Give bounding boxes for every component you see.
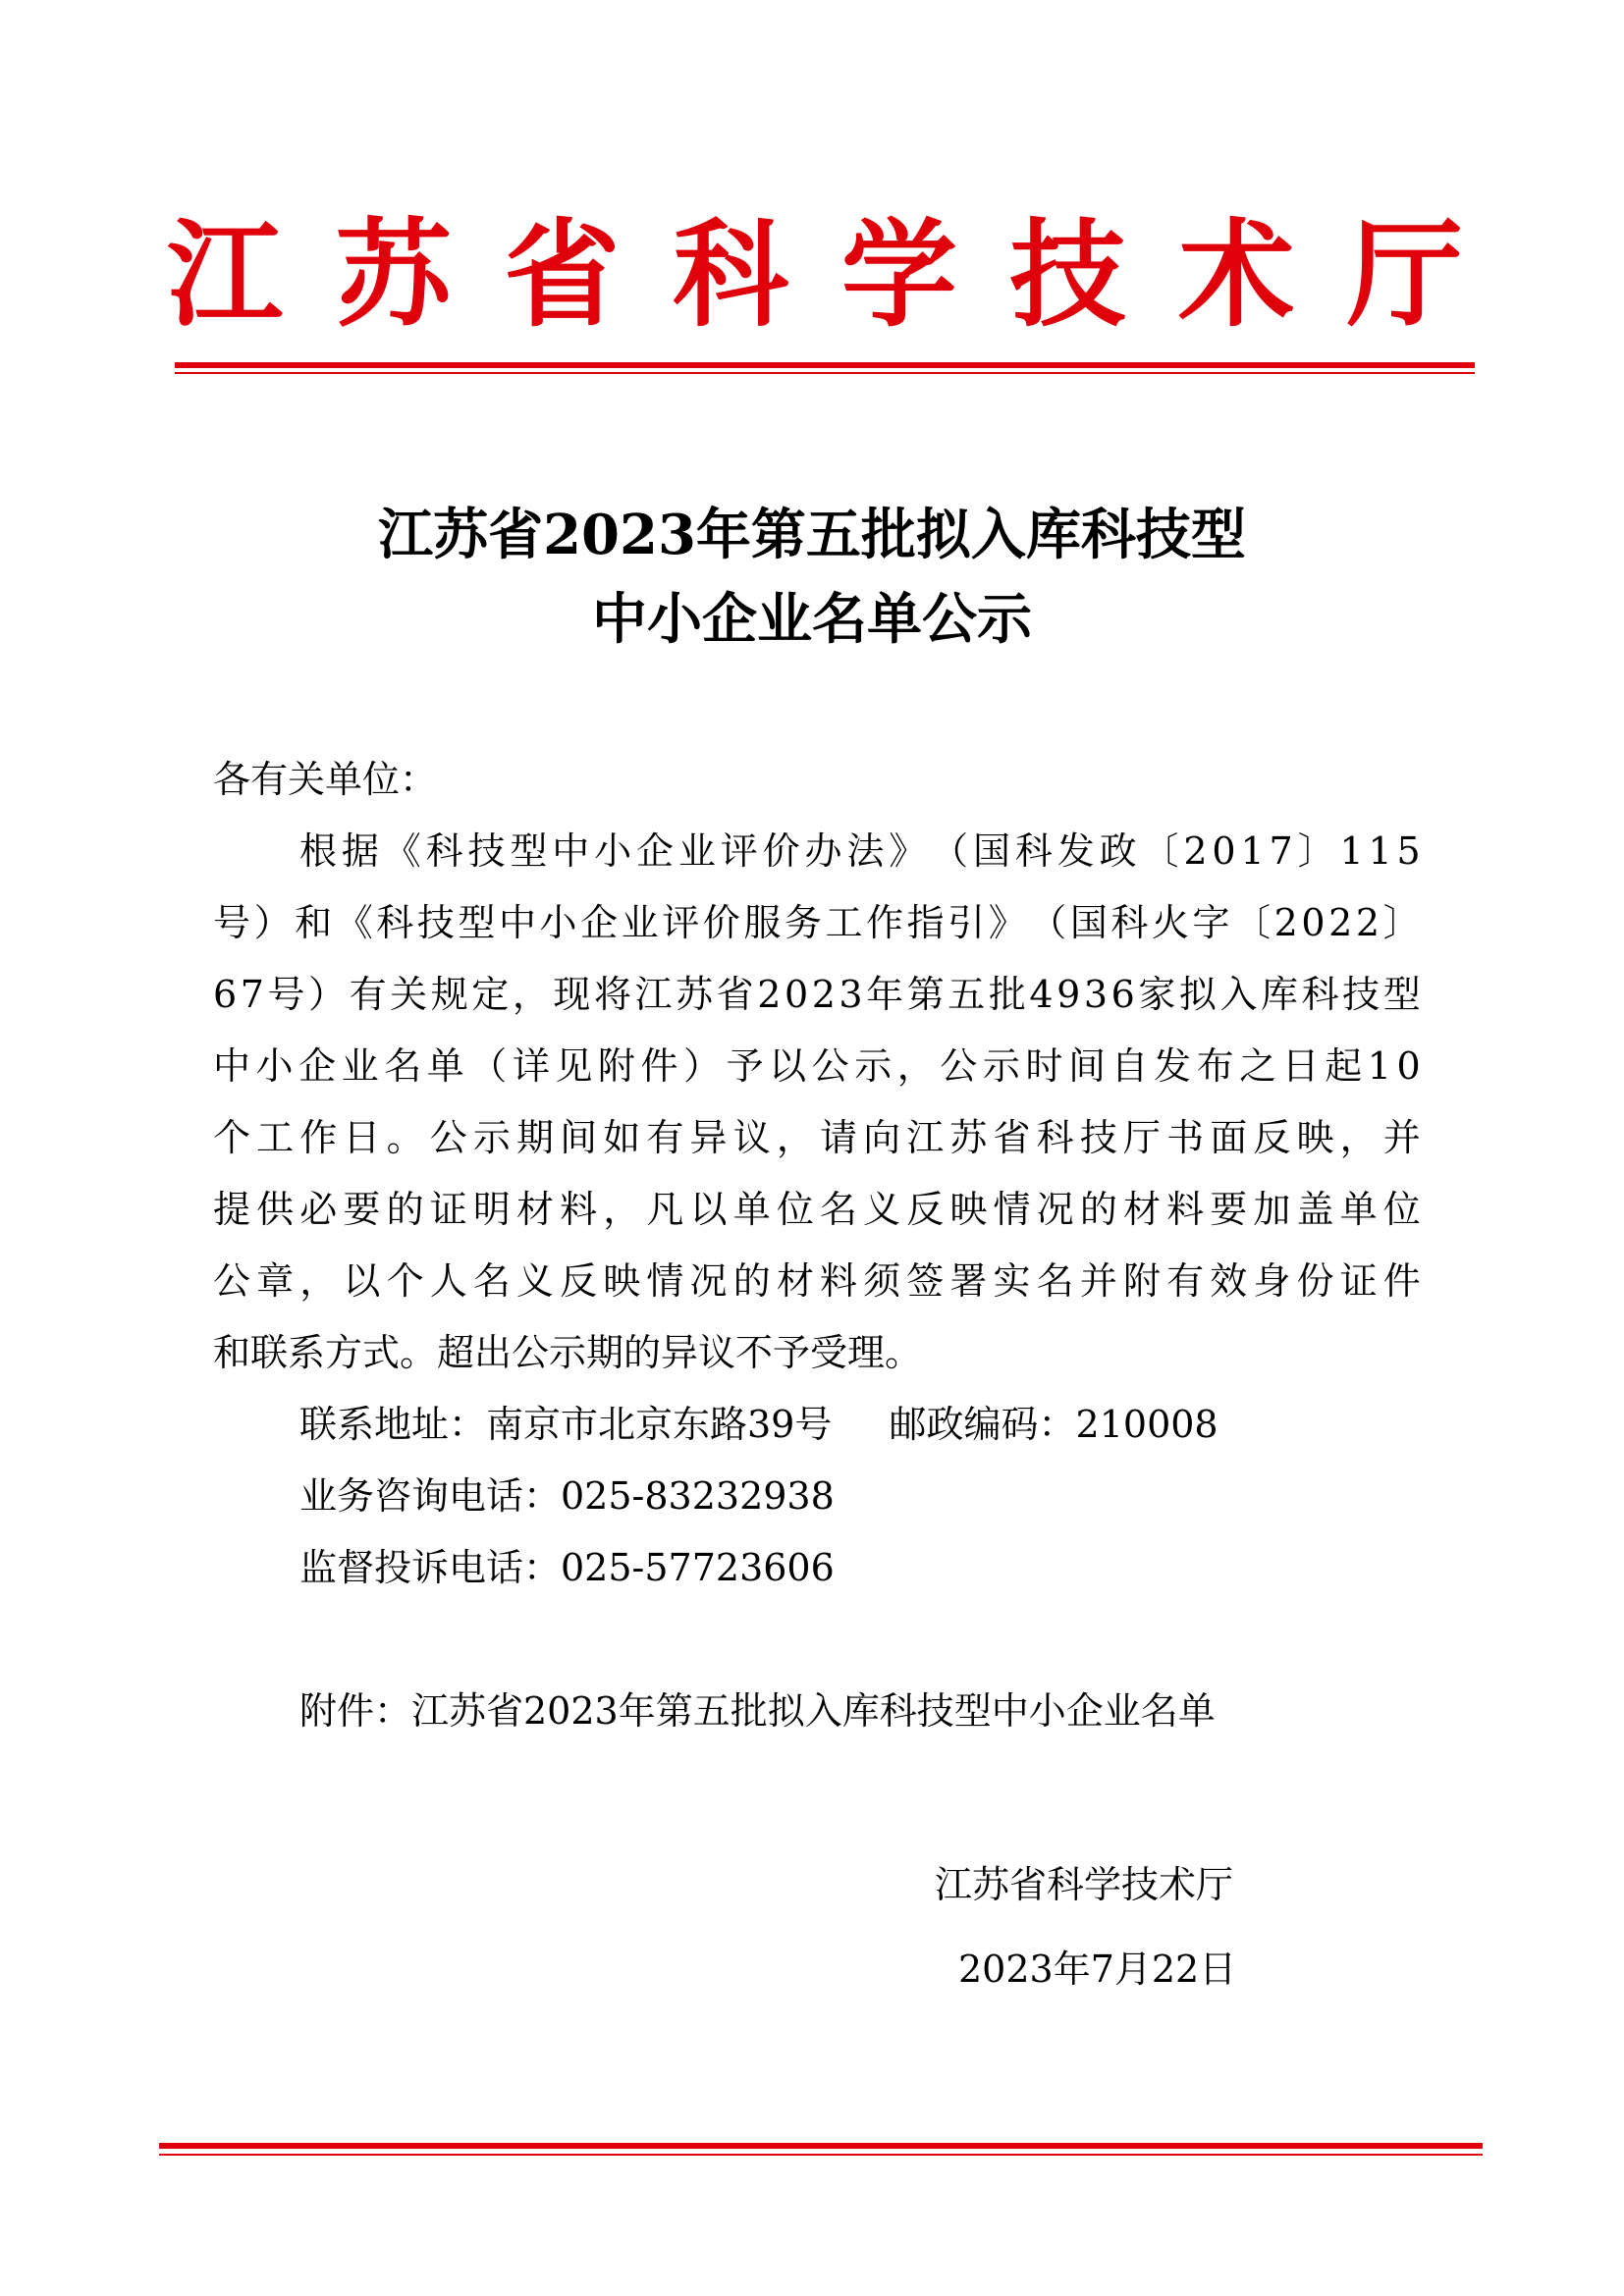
body-line: 个 工 作 日 。 公 示 期 间 如 有 异 议 ， 请 向 江 苏 省 科 技 厅 书 面 反 映 ， 并 — [213, 1116, 1421, 1159]
signature-org: 江苏省科学技术厅 — [935, 1863, 1234, 1906]
body-line: 号 ） 和 《 科 技 型 中 小 企 业 评 价 服 务 工 作 指 引 》 （ 国 科 火 字 〔 2 0 2 2 〕 — [213, 901, 1421, 944]
body-line: 6 7 号 ） 有 关 规 定 ， 现 将 江 苏 省 2 0 2 3 年 第 五 批 4 9 3 6 家 拟 入 库 科 技 型 — [213, 973, 1421, 1016]
document-title-line-1: 江苏省2023年第五批拟入库科技型 — [378, 503, 1246, 567]
salutation: 各有关单位： — [213, 758, 438, 801]
masthead-char: 苏 — [335, 206, 452, 343]
body-line: 根 据 《 科 技 型 中 小 企 业 评 价 办 法 》 （ 国 科 发 政 〔 2 0 1 7 〕 1 1 5 — [299, 829, 1421, 873]
masthead-title — [167, 206, 1463, 344]
masthead-char: 学 — [840, 206, 957, 343]
masthead-char: 厅 — [1346, 206, 1463, 343]
masthead-char: 术 — [1178, 206, 1295, 343]
attachment-note: 附件：江苏省2023年第五批拟入库科技型中小企业名单 — [299, 1689, 1216, 1733]
body-line: 公 章 ， 以 个 人 名 义 反 映 情 况 的 材 料 须 签 署 实 名 并 附 有 效 身 份 证 件 — [213, 1259, 1421, 1303]
body-line: 和联系方式。超出公示期的异议不予受理。 — [213, 1331, 923, 1374]
inquiry-phone: 业务咨询电话：025-83232938 — [299, 1474, 835, 1518]
contact-address: 联系地址：南京市北京东路39号 — [299, 1403, 833, 1446]
masthead-char: 科 — [673, 206, 789, 343]
body-line: 中 小 企 业 名 单 （ 详 见 附 件 ） 予 以 公 示 ， 公 示 时 间 自 发 布 之 日 起 1 0 — [213, 1044, 1421, 1088]
contact-address-line — [299, 1401, 1507, 1448]
body-line: 提 供 必 要 的 证 明 材 料 ， 凡 以 单 位 名 义 反 映 情 况 的 材 料 要 加 盖 单 位 — [213, 1188, 1421, 1231]
contact-postal-code: 邮政编码：210008 — [889, 1403, 1218, 1446]
masthead-char: 省 — [504, 206, 621, 343]
footer-rule-thick — [159, 2143, 1483, 2149]
footer-rule-thin — [159, 2154, 1483, 2156]
complaint-phone: 监督投诉电话：025-57723606 — [299, 1546, 835, 1589]
header-rule-thin — [175, 372, 1475, 374]
masthead-char: 技 — [1009, 206, 1126, 343]
document-title-line-2: 中小企业名单公示 — [592, 587, 1032, 652]
masthead-char: 江 — [167, 206, 284, 343]
signature-date: 2023年7月22日 — [958, 1948, 1237, 1991]
header-rule-thick — [175, 362, 1475, 368]
